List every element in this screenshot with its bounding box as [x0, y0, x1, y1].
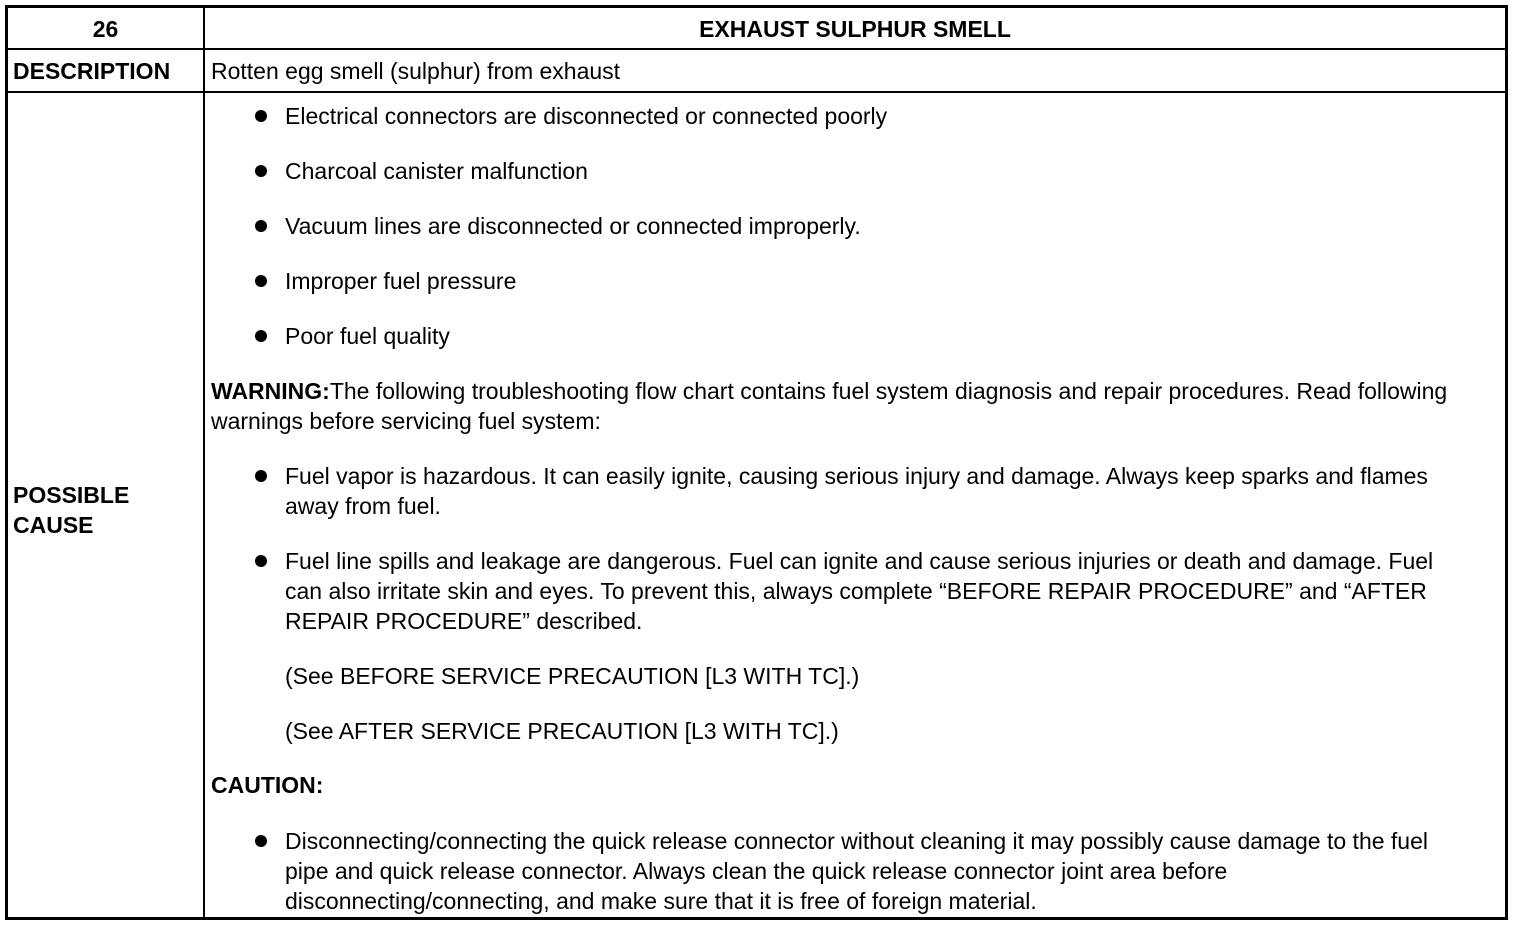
cause-item	[285, 156, 1465, 186]
possible-cause-row	[8, 93, 1505, 917]
bullet-icon	[255, 165, 267, 177]
bullet-icon	[255, 220, 267, 232]
possible-cause-content	[205, 93, 1505, 917]
bullet-icon	[255, 470, 267, 482]
cause-item	[285, 101, 1465, 131]
cause-item-text: Vacuum lines are disconnected or connected improperly.	[285, 213, 861, 239]
caution-label: CAUTION:	[211, 772, 324, 798]
bullet-icon	[255, 330, 267, 342]
description-label: DESCRIPTION	[8, 50, 205, 91]
warning-label: WARNING:	[211, 378, 330, 404]
cause-item-text: Charcoal canister malfunction	[285, 158, 588, 184]
caution-paragraph	[211, 770, 1465, 800]
description-text: Rotten egg smell (sulphur) from exhaust	[211, 58, 621, 84]
cause-item	[285, 321, 1465, 351]
cause-item-text: Electrical connectors are disconnected or connected poorly	[285, 103, 888, 129]
bullet-icon	[255, 110, 267, 122]
caution-item	[285, 826, 1465, 916]
bullet-icon	[255, 835, 267, 847]
possible-cause-label-line1: POSSIBLE	[13, 482, 130, 508]
warning-item-text: Fuel line spills and leakage are dangerous. Fuel can ignite and cause serious injuries or death and damage. Fuel can also irritate skin and eyes. To prevent this, always complete “BEFORE REPAIR PROCEDURE” and “AFTER REPAIR PROCEDURE” described.	[285, 548, 1434, 634]
warning-text: The following troubleshooting flow chart contains fuel system diagnosis and repair procedures. Read following warnings before servicing fuel system:	[211, 378, 1448, 434]
troubleshooting-table	[5, 5, 1508, 920]
cause-item-text: Improper fuel pressure	[285, 268, 517, 294]
possible-cause-label-cell	[8, 93, 205, 917]
warning-item-text: Fuel vapor is hazardous. It can easily ignite, causing serious injury and damage. Always keep sparks and flames away from fuel.	[285, 463, 1428, 519]
warning-item	[285, 461, 1465, 521]
description-row	[8, 50, 1505, 93]
bullet-icon	[255, 275, 267, 287]
symptom-number: 26	[8, 8, 205, 48]
cause-item-text: Poor fuel quality	[285, 323, 450, 349]
see-before-reference: (See BEFORE SERVICE PRECAUTION [L3 WITH TC].)	[285, 663, 860, 689]
possible-cause-label-line2: CAUSE	[13, 512, 94, 538]
see-after-reference: (See AFTER SERVICE PRECAUTION [L3 WITH TC].)	[285, 718, 839, 744]
caution-item-text: Disconnecting/connecting the quick release connector without cleaning it may possibly cause damage to the fuel pipe and quick release connector. Always clean the quick release connector joint area before disconnecting/connecting, and make sure that it is free of foreign material.	[285, 828, 1429, 914]
bullet-icon	[255, 555, 267, 567]
symptom-title: EXHAUST SULPHUR SMELL	[699, 16, 1011, 42]
possible-cause-label	[13, 480, 129, 540]
warning-item	[285, 546, 1465, 636]
warning-paragraph	[211, 376, 1465, 436]
cause-item	[285, 211, 1465, 241]
cause-item	[285, 266, 1465, 296]
table-header-row	[8, 8, 1505, 50]
